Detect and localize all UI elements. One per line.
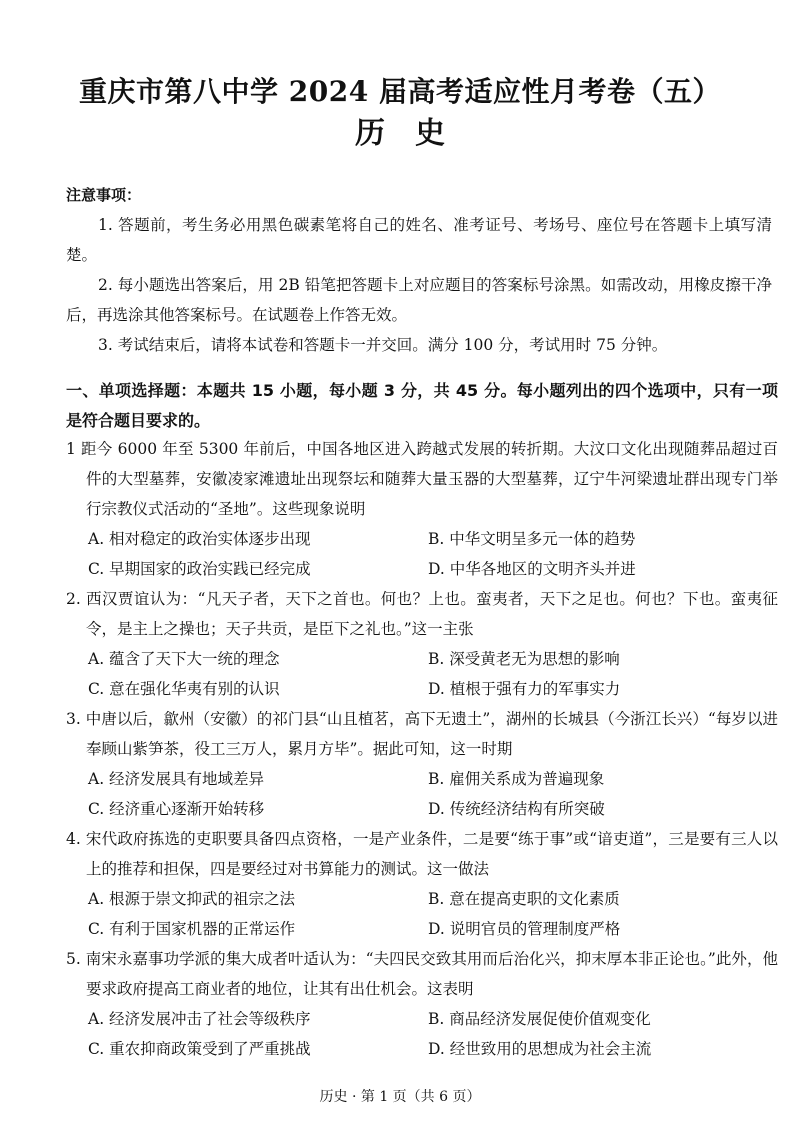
option-a: A. 经济发展具有地域差异: [88, 770, 265, 788]
exam-title: 重庆市第八中学 2024 届高考适应性月考卷（五）: [79, 75, 721, 108]
note-item: 1. 答题前，考生务必用黑色碳素笔将自己的姓名、准考证号、考场号、座位号在答题卡上填写清楚。: [66, 216, 772, 264]
notes-heading: 注意事项：: [66, 186, 142, 204]
note-item: 3. 考试结束后，请将本试卷和答题卡一并交回。满分 100 分，考试用时 75 分钟。: [98, 336, 668, 354]
question-stem: 5. 南宋永嘉事功学派的集大成者叶适认为：“夫四民交致其用而后治化兴，抑末厚本非正论也。”此外，他要求政府提高工商业者的地位，让其有出仕机会。这表明: [66, 950, 778, 998]
option-grid: [66, 524, 778, 584]
question-5: [66, 944, 778, 1064]
question-stem: 2. 西汉贾谊认为：“凡天子者，天下之首也。何也？上也。蛮夷者，天下之足也。何也？下也。蛮夷征令，是主上之操也；天子共贡，是臣下之礼也。”这一主张: [66, 590, 778, 638]
option-grid: [66, 764, 778, 824]
option-a: A. 蕴含了天下大一统的理念: [88, 650, 280, 668]
option-b: B. 中华文明呈多元一体的趋势: [428, 530, 636, 548]
section-heading: 一、单项选择题：本题共 15 小题，每小题 3 分，共 45 分。每小题列出的四个选项中，只有一项是符合题目要求的。: [66, 381, 778, 430]
option-b: B. 意在提高吏职的文化素质: [428, 890, 620, 908]
page-footer: 历史 · 第 1 页（共 6 页）: [319, 1089, 481, 1105]
option-d: D. 植根于强有力的军事实力: [428, 680, 621, 698]
option-a: A. 经济发展冲击了社会等级秩序: [88, 1010, 311, 1028]
option-d: D. 中华各地区的文明齐头并进: [428, 560, 636, 578]
question-list: [66, 434, 778, 1064]
notes-block: [66, 180, 772, 360]
option-c: C. 意在强化华夷有别的认识: [88, 680, 280, 698]
option-b: B. 雇佣关系成为普遍现象: [428, 770, 605, 788]
option-c: C. 有利于国家机器的正常运作: [88, 920, 296, 938]
option-grid: [66, 644, 778, 704]
option-a: A. 根源于崇文抑武的祖宗之法: [88, 890, 296, 908]
note-item: 2. 每小题选出答案后，用 2B 铅笔把答题卡上对应题目的答案标号涂黑。如需改动，用橡皮擦干净后，再选涂其他答案标号。在试题卷上作答无效。: [66, 276, 772, 324]
option-d: D. 说明官员的管理制度严格: [428, 920, 621, 938]
question-2: [66, 584, 778, 704]
option-b: B. 商品经济发展促使价值观变化: [428, 1010, 651, 1028]
question-3: [66, 704, 778, 824]
option-c: C. 早期国家的政治实践已经完成: [88, 560, 311, 578]
question-stem: 1 距今 6000 年至 5300 年前后，中国各地区进入跨越式发展的转折期。大汶口文化出现随葬品超过百件的大型墓葬，安徽凌家滩遗址出现祭坛和随葬大量玉器的大型墓葬，辽宁牛河梁遗址群出现专门举行宗教仪式活动的“圣地”。这些现象说明: [66, 440, 778, 518]
option-grid: [66, 884, 778, 944]
option-c: C. 经济重心逐渐开始转移: [88, 800, 265, 818]
question-4: [66, 824, 778, 944]
question-stem: 4. 宋代政府拣选的吏职要具备四点资格，一是产业条件，二是要“练于事”或“谙吏道”，三是要有三人以上的推荐和担保，四是要经过对书算能力的测试。这一做法: [66, 830, 778, 878]
option-c: C. 重农抑商政策受到了严重挑战: [88, 1040, 311, 1058]
option-d: D. 经世致用的思想成为社会主流: [428, 1040, 652, 1058]
option-b: B. 深受黄老无为思想的影响: [428, 650, 620, 668]
question-1: [66, 434, 778, 584]
subject-title: 历史: [355, 116, 475, 151]
question-stem: 3. 中唐以后，歙州（安徽）的祁门县“山且植茗，高下无遗土”，湖州的长城县（今浙江长兴）“每岁以进奉顾山紫笋茶，役工三万人，累月方毕”。据此可知，这一时期: [66, 710, 778, 758]
option-a: A. 相对稳定的政治实体逐步出现: [88, 530, 311, 548]
option-d: D. 传统经济结构有所突破: [428, 800, 605, 818]
option-grid: [66, 1004, 778, 1064]
